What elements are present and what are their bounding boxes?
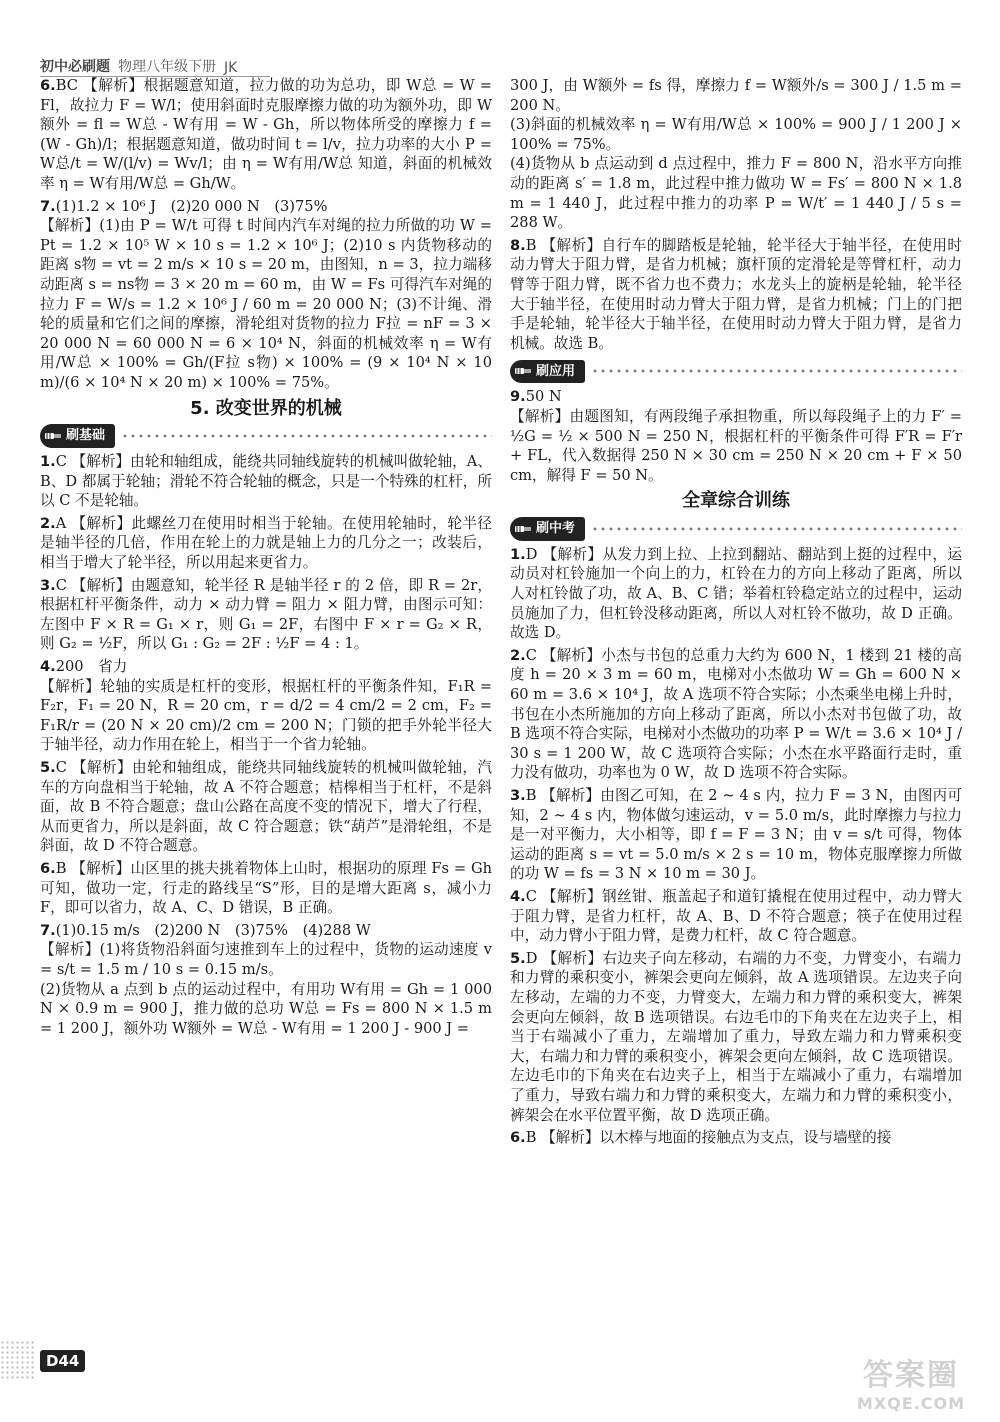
item-text: C 【解析】由题意知，轮半径 R 是轴半径 r 的 2 倍，即 R = 2r，根据杠杆平衡条件，动力 × 动力臂 = 阻力 × 阻力臂，由图示可知：左图中 F × R = G₁ × r，则 G₁ = 2F，右图中 F × r = G₂ × R，则 G₂ = ½F，所以 G₁ : G₂ = 2F : ½F = 4 : 1。 [40,576,492,653]
left-column [40,76,492,1041]
item-number: 2. [40,514,56,532]
answer-item [40,657,492,755]
item-number: 9. [510,388,526,406]
section-banner [510,517,962,541]
item-text: B 【解析】山区里的挑夫挑着物体上山时，根据功的原理 Fs = Gh 可知，做功一定，行走的路线呈“S”形，目的是增大距离 s，减小力 F，即可以省力，故 A、C、D 错误，B 正确。 [40,859,492,917]
item-number: 1. [510,545,526,563]
edition-label: JK [224,60,238,76]
answer-item [510,1128,962,1148]
item-text: 300 J，由 W额外 = fs 得，摩擦力 f = W额外/s = 300 J / 1.5 m = 200 N。 (3)斜面的机械效率 η = W有用/W总 × 100% = 900 J / 1 200 J × 100% = 75%。 (4)货物从 b 点运动到 d 点过程中，推力 F = 800 N，沿水平方向推动的距离 s′ = 1.8 m，此过程中推力做功 W = Fs′ = 800 N × 1.8 m = 1 440 J，此过程中推力的功率 P = W/t′ = 1 440 J / 5 s = 288 W。 [510,77,962,232]
answer-item [40,197,492,393]
item-text: B 【解析】自行车的脚踏板是轮轴，轮半径大于轴半径，在使用时动力臂大于阻力臂，是省力机械；旗杆顶的定滑轮是等臂杠杆，动力臂等于阻力臂，既不省力也不费力；水龙头上的旋柄是轮轴，轮半径大于轴半径，在使用时动力臂大于阻力臂，是省力机械；门上的门把手是轮轴，轮半径大于轴半径，在使用时动力臂大于阻力臂，是省力机械。故选 B。 [510,236,962,352]
item-number: 2. [510,646,526,664]
item-number: 4. [510,887,526,905]
page-corner-decoration [0,1340,36,1380]
answer-item [40,452,492,511]
answer-item [40,514,492,573]
item-text: B 【解析】由图乙可知，在 2 ~ 4 s 内，拉力 F = 3 N，由图丙可知，2 ~ 4 s 内，物体做匀速运动，v = 5.0 m/s，此时摩擦力与拉力是一对平衡力，大小相等，即 f = F = 3 N；由 v = s/t 可得，物体运动的距离 s = vt = 5.0 m/s × 2 s = 10 m，物体克服摩擦力所做的功 W = fs = 3 N × 10 m = 30 J。 [510,787,962,883]
item-text: (1)0.15 m/s (2)200 N (3)75% (4)288 W 【解析】(1)将货物沿斜面匀速推到车上的过程中，货物的运动速度 v = s/t = 1.5 m / 10 s = 0.15 m/s。 (2)货物从 a 点到 b 点的运动过程中，有用功 W有用 = Gh = 1 000 N × 0.9 m = 900 J，推力做的总功 W总 = Fs = 800 N × 1.5 m = 1 200 J，额外功 W额外 = W总 - W有用 = 1 200 J - 900 J = [40,921,492,1037]
answer-item [40,576,492,654]
answer-item [510,646,962,783]
item-number: 4. [40,658,56,676]
answer-item [40,76,492,194]
item-number: 6. [40,859,56,877]
banner-badge [510,517,585,541]
section-title: 5. 改变世界的机械 [190,397,342,419]
item-number: 1. [40,453,56,471]
watermark-logo [836,1350,986,1413]
banner-badge [40,424,115,448]
item-text: 200 省力 【解析】轮轴的实质是杠杆的变形，根据杠杆的平衡条件知，F₁R = F₂r，F₁ = 20 N，R = 20 cm，r = d/2 = 4 cm/2 = 2 cm，F₂ = F₁R/r = (20 N × 20 cm)/2 cm = 200 N；门锁的把手外轮半径大于轴半径，动力作用在轮上，相当于一个省力轮轴。 [40,658,492,754]
page-number: D44 [40,1350,85,1372]
answer-item [40,758,492,856]
answer-item [510,76,962,233]
banner-dotted-line [591,527,962,531]
banner-label: 刷中考 [536,521,576,537]
banner-label: 刷应用 [536,363,576,379]
item-number: 6. [510,1129,526,1147]
section-banner [510,359,962,383]
banner-label: 刷基础 [66,428,106,444]
answer-item [510,387,962,485]
watermark-url: MXQE.COM [856,1394,966,1413]
item-text: D 【解析】从发力到上拉、上拉到翻站、翻站到上挺的过程中，运动员对杠铃施加一个向上的力，杠铃在力的方向上移动了距离，所以人对杠铃做了功，故 A、B、C 错；举着杠铃稳定站立的过程中，运动员施加了力，但杠铃没移动距离，所以人对杠铃不做功，故 D 正确。故选 D。 [510,545,962,642]
item-number: 6. [40,77,56,94]
section-title: 全章综合训练 [682,490,790,512]
subject-title: 物理八年级下册 [118,59,216,75]
item-text: A 【解析】此螺丝刀在使用时相当于轮轴。在使用轮轴时，轮半径是轴半径的几倍，作用在轮上的力就是轴上力的几分之一；改装后，相当于增大了轮半径，所以用起来更省力。 [40,514,492,572]
watermark-text: 答案圈 [863,1358,959,1393]
item-text: (1)1.2 × 10⁶ J (2)20 000 N (3)75% 【解析】(1)由 P = W/t 可得 t 时间内汽车对绳的拉力所做的功 W = Pt = 1.2 × 10⁵ W × 10 s = 1.2 × 10⁶ J；(2)10 s 内货物移动的距离 s物 = vt = 2 m/s × 10 s = 20 m，由图知，n = 3，拉力端移动距离 s = ns物 = 3 × 20 m = 60 m，由 W = Fs 可得汽车对绳的拉力 F = W/s = 1.2 × 10⁶ J / 60 m = 20 000 N；(3)不计绳、滑轮的质量和它们之间的摩擦，滑轮组对货物的拉力 F拉 = nF = 3 × 20 000 N = 60 000 N = 6 × 10⁴ N，斜面的机械效率 η = W有用/W总 × 100% = Gh/(F拉 s物) × 100% = (9 × 10⁴ N × 10 m)/(6 × 10⁴ N × 20 m) × 100% = 75%。 [40,197,492,391]
item-number: 3. [510,787,526,804]
item-number: 7. [40,921,56,939]
answer-item [40,921,492,1039]
answer-item [510,949,962,1125]
answer-item [510,236,962,354]
series-title: 初中必刷题 [40,59,110,75]
item-text: C 【解析】由轮和轴组成，能绕共同轴线旋转的机械叫做轮轴，A、B、D 都属于轮轴；滑轮不符合轮轴的概念，只是一个特殊的杠杆，所以 C 不是轮轴。 [40,453,492,510]
brush-icon [514,363,532,379]
item-number: 8. [510,236,526,254]
banner-dotted-line [121,434,492,438]
item-number: 7. [40,197,56,215]
item-text: 50 N 【解析】由题图知，有两段绳子承担物重，所以每段绳子上的力 F′ = ½G = ½ × 500 N = 250 N，根据杠杆的平衡条件可得 F′R = F′r + FL，代入数据得 250 N × 30 cm = 250 N × 20 cm + F × 50 cm，解得 F = 50 N。 [510,388,962,484]
answer-item [510,786,962,884]
item-text: C 【解析】小杰与书包的总重力大约为 600 N，1 楼到 21 楼的高度 h = 20 × 3 m = 60 m，电梯对小杰做功 W = Gh = 600 N × 60 m = 3.6 × 10⁴ J，故 A 选项不符合实际；小杰乘坐电梯上升时，书包在小杰所施加的方向上移动了距离，所以小杰对书包做了功，故 B 选项不符合实际，电梯对小杰做功的功率 P = W/t = 3.6 × 10⁴ J / 30 s = 1 200 W，故 C 选项符合实际；小杰在水平路面行走时，重力没有做功，功率也为 0 W，故 D 选项不符合实际。 [510,646,962,782]
item-text: C 【解析】由轮和轴组成，能绕共同轴线旋转的机械叫做轮轴，汽车的方向盘相当于轮轴，故 A 不符合题意；桔槔相当于杠杆，不是斜面，故 B 不符合题意；盘山公路在高度不变的情况下，增大了行程，从而更省力，所以是斜面，故 C 符合题意；铁“葫芦”是滑轮组，不是斜面，故 D 不符合题意。 [40,759,492,855]
answer-item [40,859,492,918]
item-text: C 【解析】钢丝钳、瓶盖起子和道钉撬棍在使用过程中，动力臂大于阻力臂，是省力杠杆，故 A、B、D 不符合题意；筷子在使用过程中，动力臂小于阻力臂，是费力杠杆，故 C 符合题意。 [510,887,962,945]
brush-icon [44,428,62,444]
running-header [40,52,270,77]
item-text: BC 【解析】根据题意知道，拉力做的功为总功，即 W总 = W = Fl，故拉力 F = W/l；使用斜面时克服摩擦力做的功为额外功，即 W额外 = fl = W总 - W有用 = W - Gh，所以物体所受的摩擦力 f = (W - Gh)/l；根据题意知道，做功时间 t = l/v，拉力功率的大小 P = W总/t = W/(l/v) = Wv/l；由 η = W有用/W总 知道，斜面的机械效率 η = W有用/W总 = Gh/W。 [40,77,492,192]
item-text: B 【解析】以木棒与地面的接触点为支点，设与墙壁的接 [525,1129,892,1147]
answer-item [510,545,962,643]
item-number: 3. [40,576,56,594]
brush-icon [514,521,532,537]
item-text: D 【解析】右边夹子向左移动，右端的力不变，力臂变小，右端力和力臂的乘积变小，裤架会更向左倾斜，故 A 选项错误。左边夹子向左移动，左端的力不变，力臂变大，左端力和力臂的乘积变大，裤架会更向左倾斜，故 B 选项错误。右边毛巾的下角夹在左边夹子上，相当于右端减小了重力，左端增加了重力，导致左端力和力臂乘积变大，右端力和力臂的乘积变小，裤架会更向左倾斜，故 C 选项错误。左边毛巾的下角夹在右边夹子上，相当于左端减小了重力，右端增加了重力，导致右端力和力臂的乘积变大，左端力和力臂的乘积变小，裤架会在水平位置平衡，故 D 选项正确。 [510,949,962,1124]
banner-badge [510,360,585,384]
item-number: 5. [40,759,56,776]
item-number: 5. [510,949,526,967]
banner-dotted-line [591,369,962,373]
right-column [510,76,962,1151]
answer-item [510,887,962,946]
section-banner [40,424,492,448]
